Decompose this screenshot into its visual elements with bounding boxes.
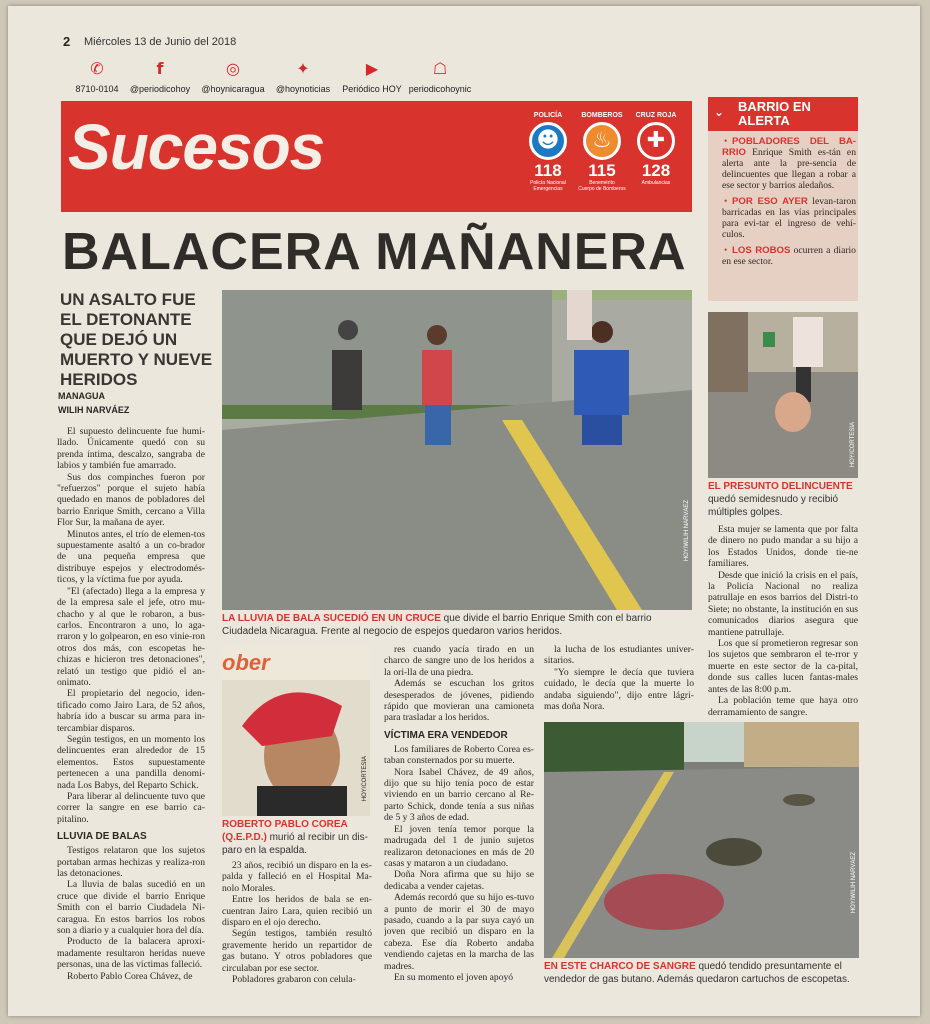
paragraph: El joven tenía temor porque la madrugada del 1 de junio sujetos realizaron detonaciones en más de 20 casas y mataron a un ciudadano. [384,823,534,869]
photo-suspect [708,312,858,478]
social-handle: Periódico HOY [342,84,402,94]
sidebar-title [708,97,858,131]
sidebar-item [714,196,856,240]
social-handle: @periodicohoy [129,84,191,94]
emergency-red-cross [626,112,686,186]
photo-victim-caption-lead: ROBERTO PABLO COREA (Q.E.P.D.) [222,819,348,843]
article-column-1 [57,426,205,991]
photo-victim [222,646,370,816]
photo-blood-credit: HOY/WILIH NARVÁEZ [851,852,857,914]
article-column-5 [708,524,858,720]
sidebar-item [714,136,856,191]
social-handle: 8710-0104 [75,84,119,94]
crossroad-scene [222,290,692,610]
emergency-label: POLICÍA [533,112,563,119]
paragraph: Entre los heridos de bala se en-cuentran Jairo Lara, quien recibió un disparo en el ojo derecho. [222,894,372,929]
paragraph: Los familiares de Roberto Corea es-taban consternados por su muerte. [384,743,534,767]
sidebar-items [714,136,856,272]
sidebar-item-text: levan-taron barricadas en las vías principales para evi-tar el ingreso de vehí-culos. [722,196,856,240]
emergency-police [518,112,578,192]
sidebar-title-line2: ALERTA [738,113,790,128]
photo-suspect-caption [708,480,860,519]
paragraph: Pobladores grabaron con celula- [232,974,356,986]
paragraph: El propietario del negocio, iden-tificado como Jairo Lara, de 52 años, habría ido a buscar su arma para in-tercambiar disparos. [57,688,205,734]
chevron-down-icon: ⌄ [714,105,725,119]
deck: UN ASALTO FUE EL DETONANTE QUE DEJÓ UN MUERTO Y NUEVE HERIDOS [60,290,213,389]
sidebar-item-lead: POR ESO AYER [732,196,808,207]
photo-suspect-caption-text: quedó semidesnudo y recibió múltiples golpes. [708,494,839,518]
paragraph: "Yo siempre le decía que tuviera cuidado, le decía que la muerte lo andaba siguiendo", dijo entre lágri-mas doña Nora. [544,666,694,713]
article-column-3 [384,644,534,994]
emergency-firefighters [572,112,632,192]
photo-main-caption [222,612,697,638]
sidebar-item-lead: POBLADORES DEL BA-RRIO [722,136,856,158]
article-column-2 [222,860,372,990]
snapchat-icon: ☖ [432,59,448,78]
photo-main-credit: HOY/WILIH NARVÁEZ [684,500,690,562]
emergency-sub2: Emergencias [533,186,563,192]
sidebar-title-line1: BARRIO EN [738,99,811,114]
subhead-victima-era-vendedor: VÍCTIMA ERA VENDEDOR [384,729,508,741]
instagram-icon: ◎ [226,59,240,78]
sidebar-item-lead: LOS ROBOS [732,245,791,256]
paragraph: Sus dos compinches fueron por "refuerzos" porque el sujeto había quedado en manos de pobladores del barrio Enrique Smith, cercano a Villa Flor Sur, la mañana de ayer. [57,471,205,529]
paragraph: La lluvia de balas sucedió en un cruce que divide el barrio Enrique Smith con el barrio Ciudadela Ni-caragua. En estos barrios los robos son a diario y a cualquier hora del día. [57,879,205,937]
sidebar-item [714,245,856,267]
paragraph: Para liberar al delincuente tuvo que correr la sangre en ese barrio ca-pitalino. [57,791,205,825]
social-item [395,58,485,94]
subhead-lluvia-de-balas: LLUVIA DE BALAS [57,831,147,843]
paragraph: la lucha de los estudiantes univer-sitarios. [544,644,694,667]
photo-main-crossroad [222,290,692,610]
photo-blood-caption-lead: EN ESTE CHARCO DE SANGRE [544,961,696,972]
paragraph: El supuesto delincuente fue humi-llado. Únicamente quedó con su prenda íntima, descalzo, sangraba de labios y también fue amarrado. [57,426,205,472]
photo-victim-credit: HOY/CORTESÍA [362,756,368,802]
whatsapp-icon: ✆ [90,59,104,78]
emergency-number: 115 [588,161,616,180]
page-number: 2 [63,34,71,49]
photo-main-caption-lead: LA LLUVIA DE BALA SUCEDIÓ EN UN CRUCE [222,613,441,624]
emergency-sub1: Policía Nacional [530,180,566,186]
social-handle: periodicohoynic [408,84,472,94]
photo-blood [544,722,859,958]
paragraph: Además se escuchan los gritos desesperados de jóvenes, pidiendo rápido que movieran una camioneta para trasladar a los heridos. [384,678,534,724]
sidebar-item-text: ocurren a diario en ese sector. [722,245,856,267]
paragraph: Desde que inició la crisis en el país, la Policía Nacional no realiza patrullaje en esos barrios del Distri-to Siete; no obstante, la institución en sus comunicados diarios asegura que mantiene patrullaje. [708,569,858,638]
paragraph: 23 años, recibió un disparo en la es-palda y falleció en el Hospital Ma-nolo Morales. [222,860,372,894]
paragraph: En su momento el joven apoyó [394,971,514,983]
facebook-icon: f [156,59,164,78]
emergency-number: 118 [534,161,562,180]
paragraph: Minutos antes, el trío de elemen-tos supuestamente asaltó a un co-brador de una pequeña empresa que distribuye espejos y electrodomés-ticos, y la víctima fue por ayuda. [57,528,205,586]
police-badge-icon: ☻ [529,122,567,160]
section-title: Sucesos [68,111,325,183]
social-handle: @hoynoticias [275,84,331,94]
blood-scene [544,722,859,958]
photo-suspect-credit: HOY/CORTESÍA [850,422,856,468]
paragraph: Nora Isabel Chávez, de 49 años, dijo que su hijo tenía poco de estar viviendo en un barrio cercano al Re-parto Schick, donde tenía a sus niñas de 5 y 3 años de edad. [384,766,534,824]
headline: BALACERA MAÑANERA [62,223,687,281]
emergency-label: BOMBEROS [581,112,623,119]
sidebar-item-text: Enrique Smith es-tán en alerta ante la pre-sencia de delincuentes que llegan a robar a ese sector y barrios aledaños. [722,147,856,191]
paragraph: Los que sí prometieron regresar son los sujetos que sembraron el te-rror y muerte en este sector de la ca-pital, donde sus calles lucen fantas-males antes de las 8:00 p.m. [708,638,858,695]
photo-victim-caption-text: murió al recibir un dis-paro en la espalda. [222,832,368,856]
red-cross-icon: ✚ [637,122,675,160]
suspect-scene [708,312,858,478]
photo-suspect-caption-lead: EL PRESUNTO DELINCUENTE [708,481,853,492]
photo-main-caption-text: que divide el barrio Enrique Smith con el barrio Ciudadela Nicaragua. Frente al negocio de espejos quedaron varios heridos. [222,613,652,637]
byline-author: WILIH NARVÁEZ [58,405,130,415]
photo-blood-caption [544,960,862,986]
twitter-icon: ✦ [296,59,310,78]
byline [58,389,129,417]
emergency-sub2: Cuerpo de Bomberos [578,186,626,192]
paragraph: Roberto Pablo Corea Chávez, de [67,970,193,982]
paragraph: Producto de la balacera aproxi-madamente resultaron heridas nueve personas, una de las víctimas falleció. [57,936,205,971]
paragraph: "El (afectado) llega a la empresa y de la empresa sale el jefe, otro mu-chacho y al que le robaron, a bus-carlos. Encontraron a uno, lo aga-rraron y lo golpearon, en eso vinie-ron otros dos más, con escopetas he-chizas e hicieron tres detonaciones", relató un testigo que pidió el an-onimato. [57,585,205,688]
photo-blood-caption-text: quedó tendido presuntamente el vendedor de gas butano. Además quedaron cartuchos de escopetas. [544,961,850,985]
paragraph: Según testigos, también resultó gravemente herido un repartidor de gas butano. Y otros pobladores que circulaban por ese sector. [222,928,372,974]
page-date: Miércoles 13 de Junio del 2018 [84,36,237,48]
paragraph: Esta mujer se lamenta que por falta de dinero no pudo mandar a su hijo a los Estados Unidos, donde tie-ne familiares. [708,524,858,570]
paragraph: Además recordó que su hijo es-tuvo a punto de morir el 30 de mayo pasado, cuando a la par suya cayó un joven que recibió un disparo en la cabeza. Ese día Roberto andaba vendiendo cajetas en la marcha de las madres. [384,892,534,972]
paragraph: La población teme que haya otro derramamiento de sangre. [708,695,858,718]
victim-banner-text: ober [222,650,270,675]
social-handle: @hoynicaragua [201,84,265,94]
paragraph: Testigos relataron que los sujetos portaban armas hechizas y realiza-ron las detonaciones. [57,845,205,880]
photo-victim-caption [222,818,372,857]
fire-icon: ♨ [583,122,621,160]
emergency-sub1: Ambulancias [641,180,671,186]
emergency-number: 128 [641,161,671,180]
emergency-label: CRUZ ROJA [635,112,677,119]
emergency-sub1: Benemérito [589,180,615,186]
byline-place: MANAGUA [58,391,105,401]
article-column-4 [544,644,694,720]
youtube-icon: ▶ [365,59,379,78]
paragraph: Según testigos, en un momento los delincuentes eran alrededor de 15 elementos. Estos supuestamente pertenecen a una pandilla denomi-nada Los Babys, del Reparto Schick. [57,733,205,791]
paragraph: Doña Nora afirma que su hijo se dedicaba a vender cajetas. [384,869,534,892]
paragraph: res cuando yacía tirado en un charco de sangre uno de los heridos a la ori-lla de una piedra. [384,644,534,678]
